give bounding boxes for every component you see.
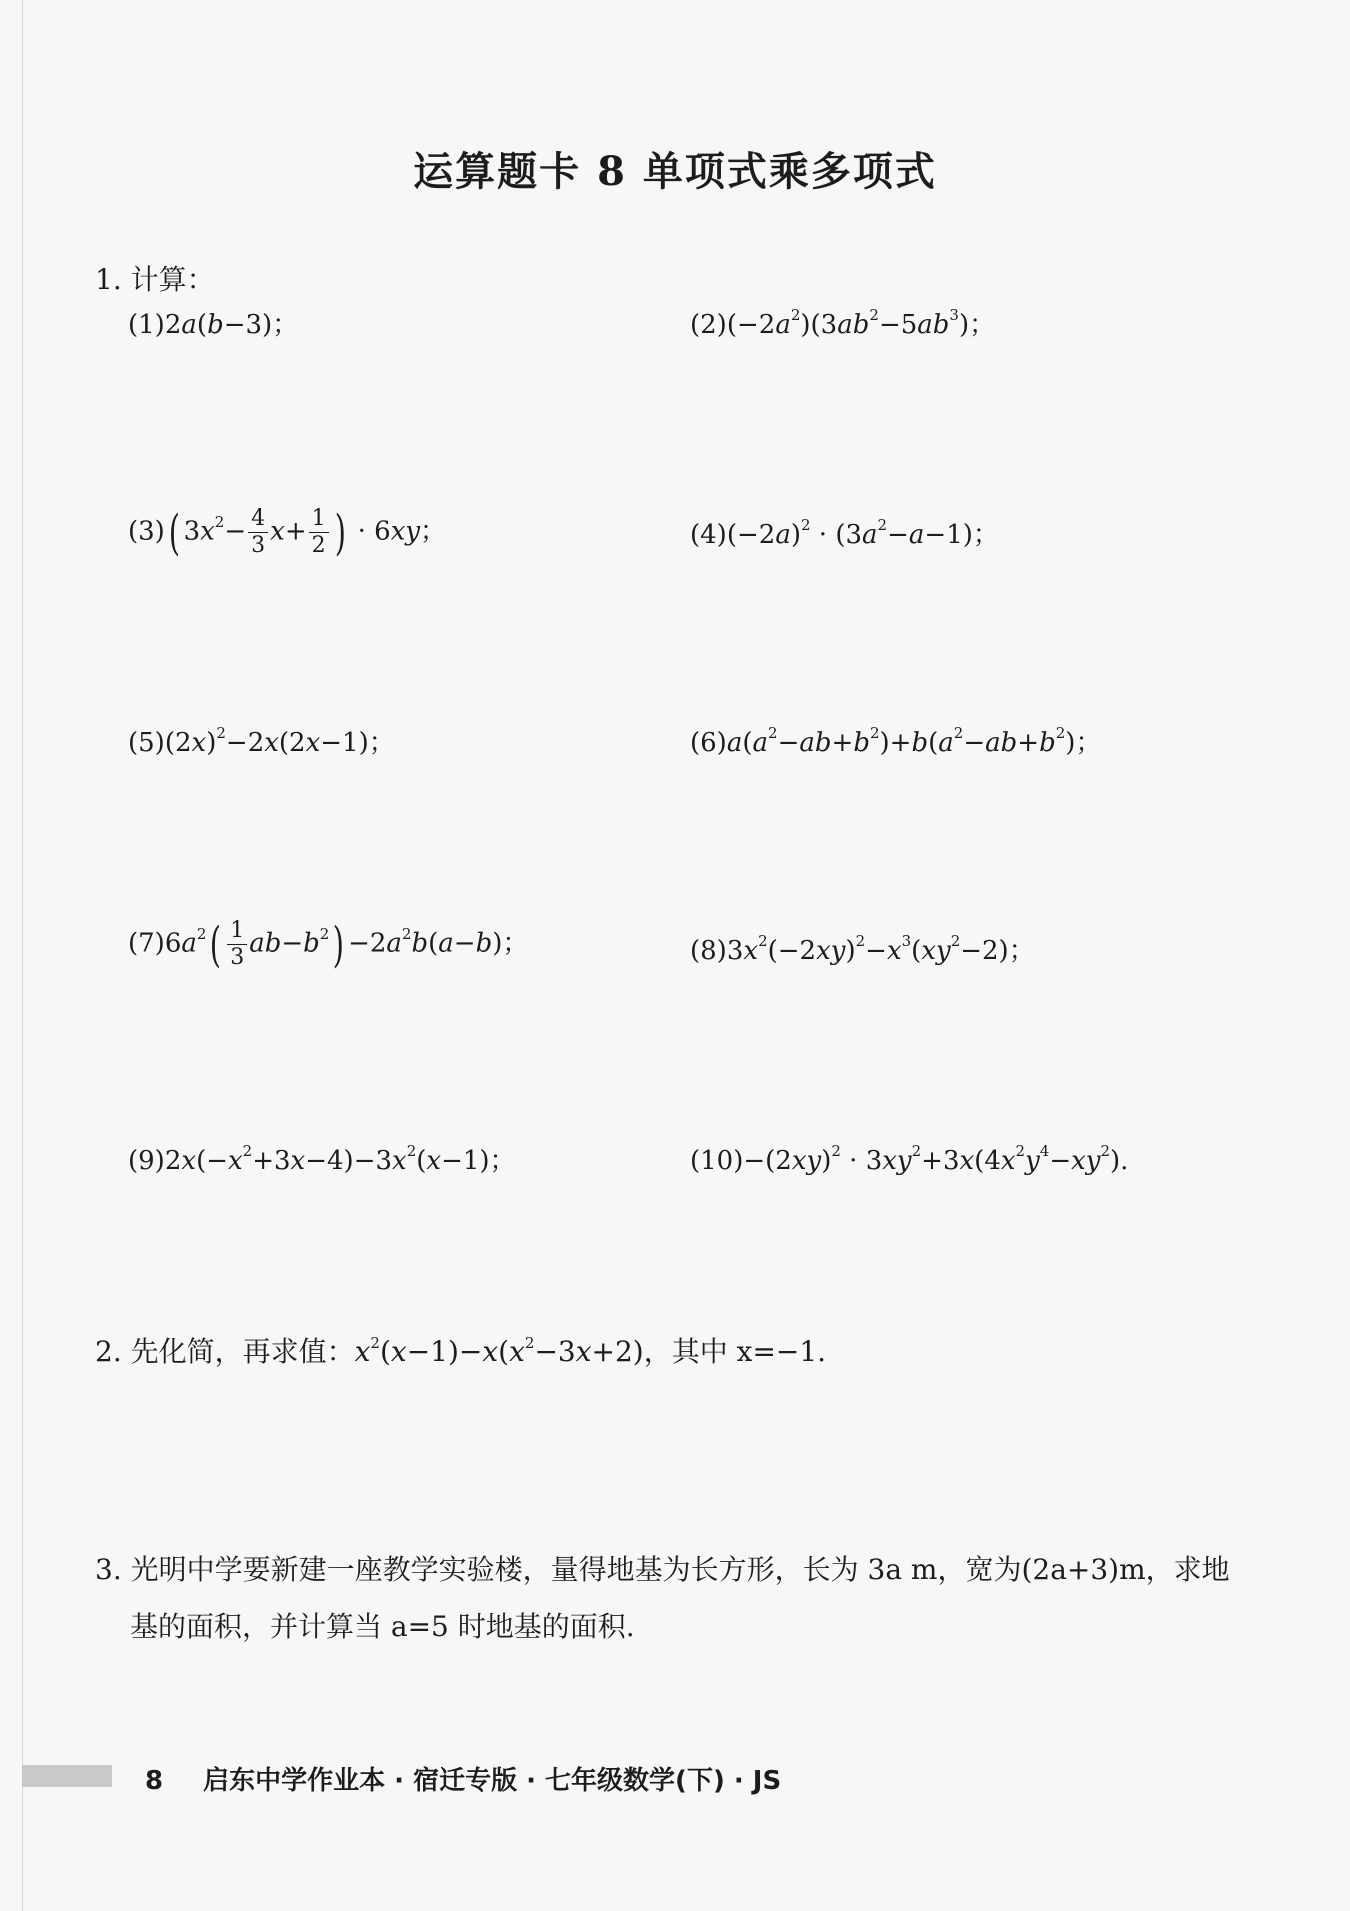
question-2-label: 2. 先化简，再求值：: [95, 1335, 355, 1368]
page-number: 8: [145, 1766, 164, 1796]
problem-6-number: (6): [690, 728, 727, 758]
problem-1-number: (1): [128, 310, 165, 340]
problem-5-number: (5): [128, 728, 165, 758]
problem-1: (1)2a(b−3)；: [128, 310, 299, 340]
problem-9: $(9)2x(-x^2+3x-4)-3x^2(x-1)$；: [128, 1142, 516, 1176]
problem-4: $(4)(-2a)^2 \cdot (3a^2-a-1)$；: [690, 516, 999, 550]
footer-book-title: 启东中学作业本 · 宿迁专版 · 七年级数学(下) · JS: [203, 1766, 782, 1796]
footer-bar: [22, 1765, 112, 1787]
page-title: 运算题卡 8 单项式乘多项式: [413, 148, 937, 195]
question-2-value: x=−1.: [736, 1335, 827, 1368]
problem-7-number: (7): [128, 928, 165, 959]
problem-10-number: (10): [690, 1146, 744, 1176]
problem-3: (3)( $3x^2-$ $\frac{4}{3}$ x+ $\frac{1}{2}$ ) · 6xy；: [128, 504, 447, 561]
problem-2: $(2)(-2a^2)(3ab^2-5ab^3)$；: [690, 306, 996, 340]
problem-2-number: (2): [690, 310, 727, 340]
question-2: 2. 先化简，再求值：$x^2(x-1)-x(x^2-3x+2)$，其中 x=−1.: [95, 1333, 827, 1368]
margin-line: [22, 0, 23, 1911]
question-1-label: 1. 计算：: [95, 263, 215, 296]
problem-3-number: (3): [128, 516, 165, 547]
problem-5: $(5)(2x)^2-2x(2x-1)$；: [128, 724, 395, 758]
problem-7: $(7)6a^2$( $\frac{1}{3}$ $ab-b^2) -2a^2b(a-b)$；: [128, 916, 529, 973]
problem-8: $(8)3x^2(-2xy)^2-x^3(xy^2-2)$；: [690, 932, 1035, 966]
problem-6: $(6)a(a^2-ab+b^2)+b(a^2-ab+b^2)$；: [690, 724, 1102, 758]
problem-8-number: (8): [690, 936, 727, 966]
question-3-line-1: 3. 光明中学要新建一座教学实验楼，量得地基为长方形，长为 3a m，宽为(2a+3)m，求地: [95, 1553, 1230, 1586]
question-2-where: ，其中: [643, 1335, 728, 1368]
page-footer: [145, 1760, 781, 1797]
problem-4-number: (4): [690, 520, 727, 550]
problem-10: $(10)-(2xy)^2 \cdot 3xy^2+3x(4x^2y^4-xy^2)$.: [690, 1142, 1129, 1176]
problem-9-number: (9): [128, 1146, 165, 1176]
question-3-line-2: 基的面积，并计算当 a=5 时地基的面积.: [130, 1610, 635, 1643]
